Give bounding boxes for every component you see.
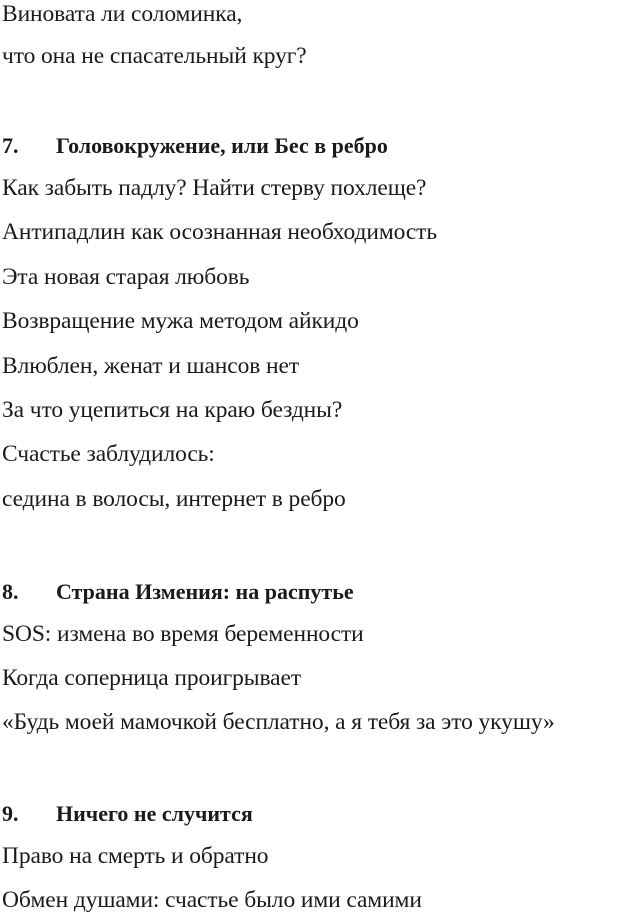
list-item: Антипадлин как осознанная необходимость [2,219,437,245]
list-item: Возвращение мужа методом айкидо [2,308,359,334]
section-heading [2,800,253,828]
section-number: 7. [2,133,19,158]
list-item: Когда соперница проигрывает [2,665,302,691]
section-number: 9. [2,801,19,826]
list-item: Обмен душами: счастье было ими самими [2,887,422,913]
section-number: 8. [2,579,19,604]
section-title: Головокружение, или Бес в ребро [56,133,388,158]
section-title: Страна Измения: на распутье [56,579,354,604]
list-item: За что уцепиться на краю бездны? [2,397,343,423]
section-heading [2,578,354,606]
list-item: Эта новая старая любовь [2,264,250,290]
list-item: «Будь моей мамочкой бесплатно, а я тебя за это укушу» [2,709,555,735]
intro-line: что она не спасательный круг? [2,43,307,69]
list-item: Влюблен, женат и шансов нет [2,353,299,379]
section-title: Ничего не случится [56,801,253,826]
list-item: Как забыть падлу? Найти стерву похлеще? [2,175,427,201]
list-item: седина в волосы, интернет в ребро [2,486,346,512]
list-item: SOS: измена во время беременности [2,621,364,647]
intro-line: Виновата ли соломинка, [2,1,243,27]
section-heading [2,132,388,160]
list-item: Счастье заблудилось: [2,441,215,467]
list-item: Право на смерть и обратно [2,843,269,869]
